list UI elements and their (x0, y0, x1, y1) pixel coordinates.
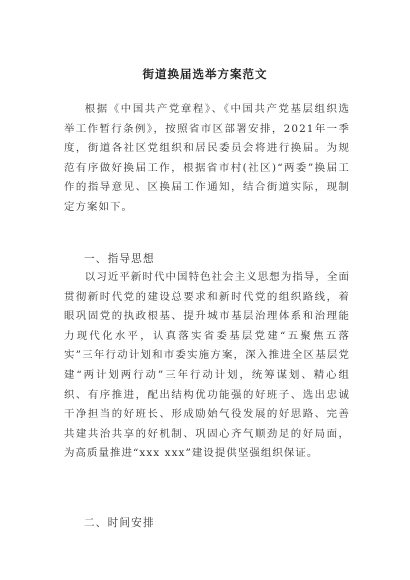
section-heading-schedule: 二、时间安排 (84, 517, 155, 529)
document-title: 街道换届选举方案范文 (142, 67, 268, 81)
intro-paragraph: 根据《中国共产党章程》、《中国共产党基层组织选举工作暂行条例》，按照省市区部署安排，2021年一季度，街道各社区党组织和居民委员会将进行换届。为规范有序做好换届工作，根据省市村(社区)“两委”换届工作的指导意见、区换届工作通知，结合街道实际，现制定方案如下。 (64, 103, 350, 213)
guiding-ideology-paragraph: 以习近平新时代中国特色社会主义思想为指导，全面贯彻新时代党的建设总要求和新时代党的组织路线，着眼巩固党的执政根基、提升城市基层治理体系和治理能力现代化水平，认真落实省委基层党建“五聚焦五落实”三年行动计划和市委实施方案，深入推进全区基层党建“两计划两行动”三年行动计划，统筹谋划、精心组织、有序推进，配出结构优功能强的好班子、选出忠诚干净担当的好班长、形成励始气役发展的好思路、完善共建共治共享的好机制、巩固心齐气顺劲足的好局面，为高质量推进“xxx xxx”建设提供坚强组织保证。 (64, 271, 350, 460)
section-heading-guiding-ideology: 一、指导思想 (84, 253, 155, 265)
